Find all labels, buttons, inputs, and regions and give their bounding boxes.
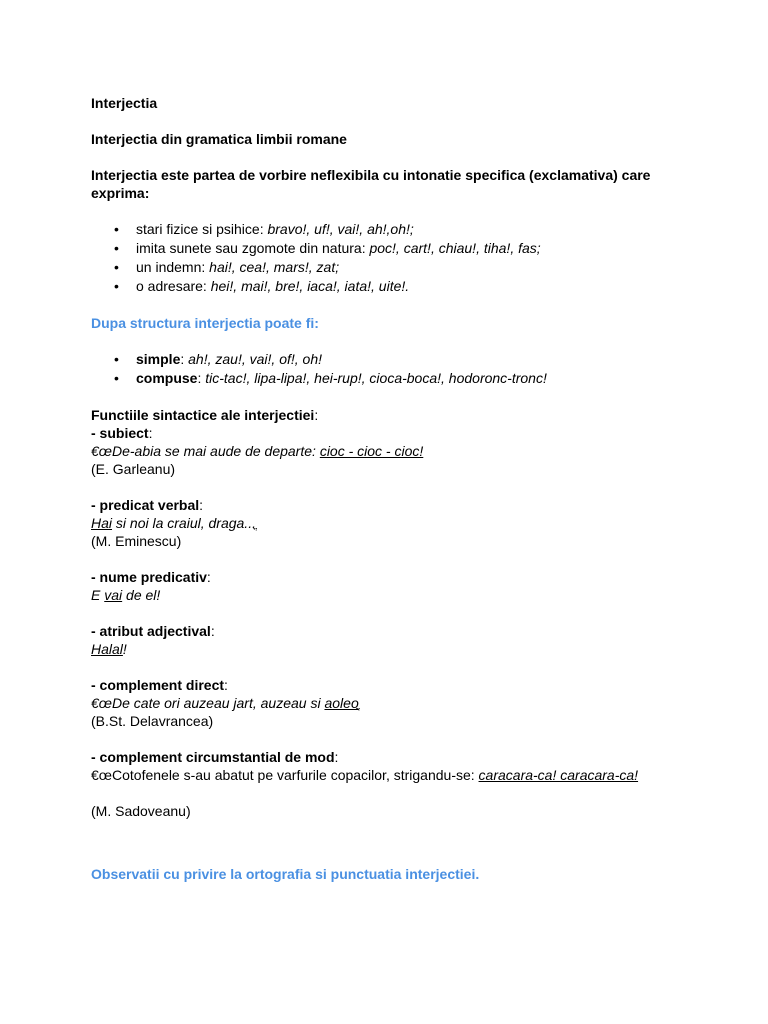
manner-label: - complement circumstantial de mod: bbox=[91, 749, 339, 765]
predicate-quote: Hai si noi la craiul, draga...ֳ bbox=[91, 515, 256, 531]
manner-author: (M. Sadoveanu) bbox=[91, 803, 191, 819]
subject-quote: €œDe-abia se mai aude de departe: cioc - cioc - cioc! bbox=[91, 443, 424, 459]
document-page bbox=[91, 94, 681, 883]
manner-quote: €œCotofenele s-au abatut pe varfurile copacilor, strigandu-se: caracara-ca! caracara-ca! bbox=[91, 767, 639, 783]
list-item: • o adresare: hei!, mai!, bre!, iaca!, iata!, uite!. bbox=[136, 277, 681, 296]
structure-heading: Dupa structura interjectia poate fi: bbox=[91, 315, 319, 331]
structure-list bbox=[91, 350, 681, 388]
document-subtitle: Interjectia din gramatica limbii romane bbox=[91, 131, 347, 147]
subject-author: (E. Garleanu) bbox=[91, 461, 176, 477]
predicate-label: - predicat verbal: bbox=[91, 497, 204, 513]
observations-heading: Observatii cu privire la ortografia si punctuatia interjectiei. bbox=[91, 866, 480, 882]
list-item: • imita sunete sau zgomote din natura: poc!, cart!, chiau!, tiha!, fas; bbox=[136, 239, 681, 258]
direct-quote: €œDe cate ori auzeau jart, auzeau si aoleo bbox=[91, 695, 359, 711]
list-item: • simple: ah!, zau!, vai!, of!, oh! bbox=[136, 350, 681, 369]
direct-author: (B.St. Delavrancea) bbox=[91, 713, 214, 729]
attribute-label: - atribut adjectival: bbox=[91, 623, 215, 639]
document-title: Interjectia bbox=[91, 95, 158, 111]
list-item: • compuse: tic-tac!, lipa-lipa!, hei-rup!, cioca-boca!, hodoronc-tronc! bbox=[136, 369, 681, 388]
functions-heading: Functiile sintactice ale interjectiei: bbox=[91, 407, 319, 423]
list-item: • un indemn: hai!, cea!, mars!, zat; bbox=[136, 258, 681, 277]
nominal-example: E vai de el! bbox=[91, 587, 161, 603]
list-item: • stari fizice si psihice: bravo!, uf!, vai!, ah!,oh!; bbox=[136, 220, 681, 239]
direct-label: - complement direct: bbox=[91, 677, 228, 693]
nominal-label: - nume predicativ: bbox=[91, 569, 211, 585]
subject-label: - subiect: bbox=[91, 425, 153, 441]
predicate-author: (M. Eminescu) bbox=[91, 533, 182, 549]
attribute-example: Halal! bbox=[91, 641, 127, 657]
definition-paragraph: Interjectia este partea de vorbire neflexibila cu intonatie specifica (exclamativa) care exprima: bbox=[91, 167, 651, 201]
expresses-list bbox=[91, 220, 681, 296]
